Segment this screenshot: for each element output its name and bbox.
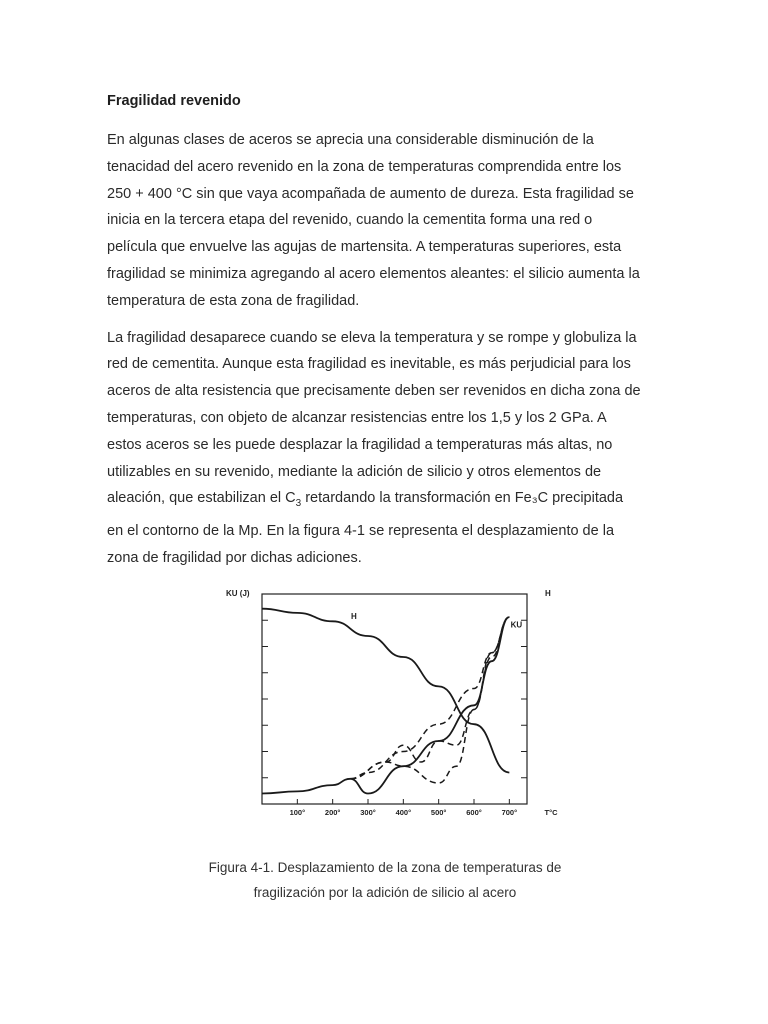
paragraph-1-line: 250 + 400 °C sin que vaya acompañada de aumento de dureza. Esta fragilidad se bbox=[107, 185, 634, 202]
x-tick-label: 600° bbox=[466, 808, 482, 817]
caption-line: fragilización por la adición de silicio al acero bbox=[253, 885, 517, 900]
paragraph-1-line: fragilidad se minimiza agregando al acero elementos aleantes: el silicio aumenta la bbox=[107, 265, 640, 282]
figure-4-1-chart bbox=[222, 586, 562, 826]
x-tick-label: 400° bbox=[395, 808, 412, 817]
paragraph-2-line: utilizables en su revenido, mediante la adición de silicio y otros elementos de bbox=[107, 463, 602, 480]
x-tick-label: 500° bbox=[430, 808, 447, 817]
series-curve-dashed-2 bbox=[350, 617, 509, 779]
paragraph-1-line: temperatura de esta zona de fragilidad. bbox=[107, 292, 360, 309]
caption-line: Figura 4-1. Desplazamiento de la zona de temperaturas de bbox=[208, 860, 562, 875]
curve-label-ku: KU bbox=[510, 620, 523, 630]
subscript: 3 bbox=[295, 498, 302, 510]
paragraph-2-line bbox=[107, 485, 667, 518]
right-axis-label: H bbox=[545, 589, 551, 598]
figure-caption bbox=[190, 855, 580, 905]
paragraph-2-line: en el contorno de la Mp. En la figura 4-1 se representa el desplazamiento de la bbox=[107, 523, 615, 540]
x-tick-label: 100° bbox=[289, 808, 306, 817]
series-curve-dashed-3 bbox=[350, 617, 509, 779]
line-text: retardando la transformación en Fe₃C precipitada bbox=[301, 490, 624, 507]
curve-label-h: H bbox=[350, 612, 357, 622]
paragraph-2-line: La fragilidad desaparece cuando se eleva la temperatura y se rompe y globuliza la bbox=[107, 329, 637, 346]
paragraph-2-line: temperaturas, con objeto de alcanzar resistencias entre los 1,5 y los 2 GPa. A bbox=[107, 409, 607, 426]
paragraph-2-line: estos aceros se les puede desplazar la fragilidad a temperaturas más altas, no bbox=[107, 436, 613, 453]
series-curve-dashed-4 bbox=[350, 617, 509, 783]
paragraph-1-line: En algunas clases de aceros se aprecia una considerable disminución de la bbox=[107, 132, 594, 148]
x-axis-label: T°C bbox=[544, 808, 558, 817]
series-curve-ku bbox=[262, 617, 509, 793]
x-tick-label: 200° bbox=[324, 808, 341, 817]
left-axis-label: KU (J) bbox=[226, 589, 250, 598]
paragraph-1-line: inicia en la tercera etapa del revenido, cuando la cementita forma una red o bbox=[107, 212, 593, 229]
paragraph-2-line: aceros de alta resistencia que precisamente deben ser revenidos en dicha zona de bbox=[107, 383, 641, 400]
x-tick-label: 700° bbox=[501, 808, 518, 817]
x-tick-label: 300° bbox=[360, 808, 376, 817]
document-body bbox=[107, 90, 667, 582]
line-text: aleación, que estabilizan el C bbox=[107, 490, 296, 507]
paragraph-1 bbox=[107, 127, 667, 315]
paragraph-2-line: zona de fragilidad por dichas adiciones. bbox=[107, 549, 362, 566]
paragraph-2 bbox=[107, 325, 667, 572]
section-heading: Fragilidad revenido bbox=[107, 93, 241, 109]
paragraph-1-line: película que envuelve las agujas de martensita. A temperaturas superiores, esta bbox=[107, 239, 622, 256]
series-curve-h bbox=[262, 609, 509, 773]
plot-frame bbox=[262, 594, 527, 804]
paragraph-1-line: tenacidad del acero revenido en la zona de temperaturas comprendida entre los bbox=[107, 158, 622, 175]
paragraph-2-line: red de cementita. Aunque esta fragilidad es inevitable, es más perjudicial para los bbox=[107, 356, 631, 373]
